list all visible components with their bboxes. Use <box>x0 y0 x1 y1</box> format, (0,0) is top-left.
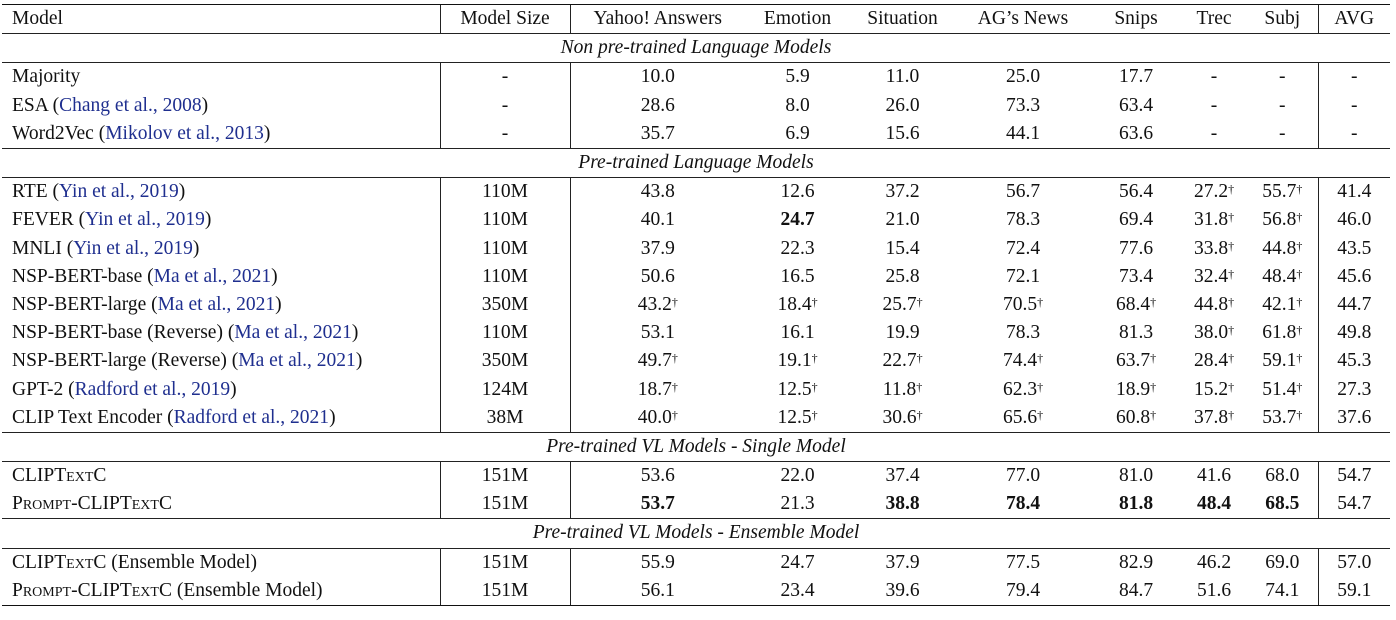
avg-score: 37.6 <box>1318 404 1390 433</box>
score-cell: 55.7† <box>1262 181 1303 203</box>
model-size: - <box>440 63 570 92</box>
section-title: Pre-trained VL Models - Single Model <box>2 432 1390 461</box>
score-cell: 11.0 <box>885 66 920 88</box>
table-row <box>2 235 1390 263</box>
score-cell: 81.0 <box>1118 465 1154 487</box>
score-cell: 73.3 <box>1005 94 1041 116</box>
section-title: Non pre-trained Language Models <box>2 34 1390 63</box>
dagger-mark: † <box>811 351 818 366</box>
score-cell: 15.6 <box>885 122 920 144</box>
dagger-mark: † <box>1296 379 1303 394</box>
score-cell: 63.7† <box>1115 350 1157 372</box>
model-name: GPT-2 (Radford et al., 2019) <box>12 378 237 400</box>
model-name: NSP-BERT-base (Ma et al., 2021) <box>12 265 278 287</box>
dagger-mark: † <box>671 379 678 394</box>
score-cell: 70.5† <box>1002 293 1044 315</box>
score-cell: 37.2 <box>885 181 920 203</box>
avg-score: - <box>1318 92 1390 120</box>
score-cell: 53.7† <box>1262 406 1303 428</box>
score-cell: 38.0† <box>1193 322 1235 344</box>
score-cell: 51.4† <box>1262 378 1303 400</box>
dagger-mark: † <box>1037 351 1044 366</box>
model-size: 110M <box>440 206 570 234</box>
score-cell: 56.4 <box>1118 181 1154 203</box>
score-cell: 15.2† <box>1193 378 1235 400</box>
score-cell: 56.8† <box>1262 209 1303 231</box>
model-size: 124M <box>440 375 570 403</box>
score-cell: 53.7 <box>570 490 745 519</box>
table-row <box>2 63 1390 92</box>
score-cell: 78.4 <box>1005 493 1041 515</box>
model-size: 110M <box>440 263 570 291</box>
table-row <box>2 404 1390 433</box>
citation-link[interactable]: Yin et al., 2019 <box>85 209 205 231</box>
score-cell: 32.4† <box>1193 265 1235 287</box>
score-cell: 63.4 <box>1118 94 1154 116</box>
table-row <box>2 263 1390 291</box>
table-row <box>2 375 1390 403</box>
dagger-mark: † <box>671 351 678 366</box>
score-cell: 12.5† <box>777 378 818 400</box>
score-cell: 77.5 <box>1005 551 1041 573</box>
score-cell: 81.8 <box>1118 493 1154 515</box>
score-cell: 17.7 <box>1118 66 1154 88</box>
model-name: RTE (Yin et al., 2019) <box>12 181 186 203</box>
dagger-mark: † <box>1228 407 1235 422</box>
avg-score: 27.3 <box>1318 375 1390 403</box>
dagger-mark: † <box>916 407 923 422</box>
score-cell: - <box>1210 94 1218 116</box>
table-row <box>2 120 1390 149</box>
dagger-mark: † <box>1296 238 1303 253</box>
dagger-mark: † <box>1296 294 1303 309</box>
col-header-snips: Snips <box>1091 5 1181 34</box>
col-header-avg: AVG <box>1318 5 1390 34</box>
dagger-mark: † <box>1296 266 1303 281</box>
col-header-situation: Situation <box>850 5 955 34</box>
dagger-mark: † <box>811 407 818 422</box>
table-row <box>2 206 1390 234</box>
score-cell: 74.4† <box>1002 350 1044 372</box>
score-cell: 77.0 <box>1005 465 1041 487</box>
score-cell: 63.6 <box>1118 122 1154 144</box>
score-cell: 19.1† <box>777 350 818 372</box>
score-cell: 43.2† <box>570 291 745 319</box>
score-cell: 33.8† <box>1193 237 1235 259</box>
model-size: 350M <box>440 291 570 319</box>
avg-score: 57.0 <box>1318 548 1390 577</box>
dagger-mark: † <box>1296 351 1303 366</box>
score-cell: 15.4 <box>885 237 920 259</box>
dagger-mark: † <box>1150 379 1157 394</box>
score-cell: 37.9 <box>570 235 745 263</box>
model-name: MNLI (Yin et al., 2019) <box>12 237 200 259</box>
dagger-mark: † <box>1037 407 1044 422</box>
score-cell: 26.0 <box>885 94 920 116</box>
score-cell: 50.6 <box>570 263 745 291</box>
model-size: 110M <box>440 235 570 263</box>
score-cell: 42.1† <box>1262 293 1303 315</box>
score-cell: 53.6 <box>570 462 745 491</box>
score-cell: 65.6† <box>1002 406 1044 428</box>
dagger-mark: † <box>1150 351 1157 366</box>
score-cell: 22.7† <box>882 350 923 372</box>
citation-link[interactable]: Radford et al., 2021 <box>173 406 330 428</box>
score-cell: 44.1 <box>1005 122 1041 144</box>
model-size: 151M <box>440 462 570 491</box>
score-cell: 69.0 <box>1265 551 1300 573</box>
score-cell: 48.4 <box>1196 493 1232 515</box>
score-cell: 44.8† <box>1193 293 1235 315</box>
citation-link[interactable]: Chang et al., 2008 <box>59 94 202 116</box>
citation-link[interactable]: Yin et al., 2019 <box>73 237 193 259</box>
avg-score: 45.6 <box>1318 263 1390 291</box>
model-name: Prompt-CLIPTextC (Ensemble Model) <box>2 577 440 606</box>
score-cell: 12.6 <box>780 181 815 203</box>
avg-score: 54.7 <box>1318 490 1390 519</box>
score-cell: 72.4 <box>1005 237 1041 259</box>
score-cell: 22.3 <box>780 237 815 259</box>
score-cell: 10.0 <box>570 63 745 92</box>
score-cell: 78.3 <box>1005 322 1041 344</box>
score-cell: 68.4† <box>1115 293 1157 315</box>
dagger-mark: † <box>1228 266 1235 281</box>
score-cell: 22.0 <box>780 465 815 487</box>
score-cell: 61.8† <box>1262 322 1303 344</box>
dagger-mark: † <box>1150 407 1157 422</box>
table-row <box>2 319 1390 347</box>
dagger-mark: † <box>1228 379 1235 394</box>
score-cell: 62.3† <box>1002 378 1044 400</box>
dagger-mark: † <box>1228 351 1235 366</box>
score-cell: 30.6† <box>882 406 923 428</box>
score-cell: 72.1 <box>1005 265 1041 287</box>
citation-link[interactable]: Ma et al., 2021 <box>153 265 272 287</box>
score-cell: 21.3 <box>780 493 815 515</box>
model-name: ESA (Chang et al., 2008) <box>12 94 209 116</box>
score-cell: 40.1 <box>570 206 745 234</box>
score-cell: 46.2 <box>1196 551 1232 573</box>
table-row <box>2 291 1390 319</box>
score-cell: 51.6 <box>1181 577 1247 606</box>
avg-score: 44.7 <box>1318 291 1390 319</box>
score-cell: 16.1 <box>780 322 815 344</box>
table-row <box>2 92 1390 120</box>
score-cell: 78.3 <box>1005 209 1041 231</box>
score-cell: 37.8† <box>1193 406 1235 428</box>
model-size: - <box>440 92 570 120</box>
table-row <box>2 347 1390 375</box>
score-cell: 60.8† <box>1115 406 1157 428</box>
score-cell: 23.4 <box>745 577 850 606</box>
score-cell: 68.0 <box>1265 465 1300 487</box>
citation-link[interactable]: Ma et al., 2021 <box>157 293 276 315</box>
score-cell: 53.1 <box>570 319 745 347</box>
table-body <box>2 34 1390 606</box>
avg-score: - <box>1318 63 1390 92</box>
score-cell: 18.7† <box>570 375 745 403</box>
avg-score: 54.7 <box>1318 462 1390 491</box>
score-cell: 37.9 <box>885 551 920 573</box>
dagger-mark: † <box>1228 323 1235 338</box>
score-cell: - <box>1279 122 1286 144</box>
dagger-mark: † <box>1296 323 1303 338</box>
score-cell: 28.4† <box>1193 350 1235 372</box>
section-header-row <box>2 34 1390 63</box>
dagger-mark: † <box>671 294 678 309</box>
model-size: 110M <box>440 319 570 347</box>
table-row <box>2 178 1390 207</box>
header-row <box>2 5 1390 34</box>
score-cell: 18.9† <box>1115 378 1157 400</box>
citation-link[interactable]: Yin et al., 2019 <box>59 181 179 203</box>
avg-score: 43.5 <box>1318 235 1390 263</box>
model-size: 38M <box>440 404 570 433</box>
col-header-trec: Trec <box>1181 5 1247 34</box>
score-cell: 18.4† <box>777 293 818 315</box>
score-cell: 43.8 <box>570 178 745 207</box>
section-title: Pre-trained Language Models <box>2 148 1390 177</box>
model-size: 151M <box>440 577 570 606</box>
score-cell: 21.0 <box>885 209 920 231</box>
col-header-yahoo: Yahoo! Answers <box>570 5 745 34</box>
col-header-emotion: Emotion <box>745 5 850 34</box>
dagger-mark: † <box>811 379 818 394</box>
score-cell: 56.1 <box>570 577 745 606</box>
score-cell: 82.9 <box>1118 551 1154 573</box>
score-cell: - <box>1210 66 1218 88</box>
dagger-mark: † <box>1228 294 1235 309</box>
section-header-row <box>2 148 1390 177</box>
score-cell: 40.0† <box>570 404 745 433</box>
avg-score: 46.0 <box>1318 206 1390 234</box>
model-size: 350M <box>440 347 570 375</box>
score-cell: 59.1† <box>1262 350 1303 372</box>
score-cell: 55.9 <box>570 548 745 577</box>
model-size: 151M <box>440 490 570 519</box>
results-table <box>2 4 1390 606</box>
avg-score: - <box>1318 120 1390 149</box>
citation-link[interactable]: Ma et al., 2021 <box>238 350 356 372</box>
model-size: - <box>440 120 570 149</box>
score-cell: 79.4 <box>955 577 1091 606</box>
table-row <box>2 548 1390 577</box>
score-cell: - <box>1279 66 1286 88</box>
col-header-subj: Subj <box>1247 5 1318 34</box>
dagger-mark: † <box>1228 182 1235 197</box>
dagger-mark: † <box>1150 294 1157 309</box>
score-cell: 74.1 <box>1247 577 1318 606</box>
score-cell: 68.5 <box>1265 493 1300 515</box>
score-cell: 69.4 <box>1118 209 1154 231</box>
score-cell: 27.2† <box>1193 181 1235 203</box>
score-cell: 12.5† <box>777 406 818 428</box>
col-header-agnews: AG’s News <box>955 5 1091 34</box>
dagger-mark: † <box>1037 379 1044 394</box>
score-cell: 19.9 <box>885 322 920 344</box>
score-cell: - <box>1279 94 1286 116</box>
model-name: CLIP Text Encoder (Radford et al., 2021) <box>12 406 336 428</box>
section-header-row <box>2 432 1390 461</box>
citation-link[interactable]: Radford et al., 2019 <box>74 378 231 400</box>
score-cell: 25.8 <box>885 265 920 287</box>
dagger-mark: † <box>916 351 923 366</box>
dagger-mark: † <box>1228 238 1235 253</box>
dagger-mark: † <box>1037 294 1044 309</box>
score-cell: 77.6 <box>1118 237 1154 259</box>
score-cell: 48.4† <box>1262 265 1303 287</box>
score-cell: 16.5 <box>780 265 815 287</box>
dagger-mark: † <box>1296 210 1303 225</box>
model-name: CLIPTextC <box>12 465 107 487</box>
score-cell: 49.7† <box>570 347 745 375</box>
model-size: 110M <box>440 178 570 207</box>
score-cell: 44.8† <box>1262 237 1303 259</box>
table-row <box>2 462 1390 491</box>
avg-score: 59.1 <box>1318 577 1390 606</box>
score-cell: - <box>1210 122 1218 144</box>
score-cell: 25.7† <box>882 293 923 315</box>
score-cell: 35.7 <box>570 120 745 149</box>
dagger-mark: † <box>671 407 678 422</box>
model-name: NSP-BERT-base (Reverse) (Ma et al., 2021) <box>12 322 359 344</box>
score-cell: 24.7 <box>780 209 815 231</box>
dagger-mark: † <box>916 379 923 394</box>
dagger-mark: † <box>811 294 818 309</box>
score-cell: 84.7 <box>1091 577 1181 606</box>
score-cell: 6.9 <box>785 122 810 144</box>
score-cell: 24.7 <box>780 551 815 573</box>
score-cell: 41.6 <box>1196 465 1232 487</box>
avg-score: 49.8 <box>1318 319 1390 347</box>
dagger-mark: † <box>916 294 923 309</box>
model-name: NSP-BERT-large (Ma et al., 2021) <box>12 293 282 315</box>
model-name: NSP-BERT-large (Reverse) (Ma et al., 2021) <box>12 350 363 372</box>
section-header-row <box>2 519 1390 548</box>
score-cell: 25.0 <box>1005 66 1041 88</box>
model-name: CLIPTextC (Ensemble Model) <box>12 551 257 573</box>
dagger-mark: † <box>1228 210 1235 225</box>
model-name: Prompt-CLIPTextC <box>12 493 172 515</box>
model-name: FEVER (Yin et al., 2019) <box>12 209 212 231</box>
score-cell: 37.4 <box>885 465 920 487</box>
model-name: Majority <box>12 66 81 88</box>
score-cell: 31.8† <box>1193 209 1235 231</box>
score-cell: 28.6 <box>570 92 745 120</box>
col-header-size: Model Size <box>440 5 570 34</box>
score-cell: 11.8† <box>882 378 923 400</box>
score-cell: 38.8 <box>885 493 920 515</box>
citation-link[interactable]: Ma et al., 2021 <box>234 322 352 344</box>
score-cell: 56.7 <box>1005 181 1041 203</box>
citation-link[interactable]: Mikolov et al., 2013 <box>105 122 264 144</box>
score-cell: 81.3 <box>1118 322 1154 344</box>
dagger-mark: † <box>1296 407 1303 422</box>
avg-score: 45.3 <box>1318 347 1390 375</box>
model-name: Word2Vec (Mikolov et al., 2013) <box>12 122 271 144</box>
dagger-mark: † <box>1296 182 1303 197</box>
model-size: 151M <box>440 548 570 577</box>
section-title: Pre-trained VL Models - Ensemble Model <box>2 519 1390 548</box>
score-cell: 39.6 <box>850 577 955 606</box>
table-row <box>2 577 1390 606</box>
score-cell: 8.0 <box>785 94 810 116</box>
col-header-model: Model <box>2 5 440 34</box>
score-cell: 5.9 <box>785 66 810 88</box>
score-cell: 73.4 <box>1118 265 1154 287</box>
avg-score: 41.4 <box>1318 178 1390 207</box>
table-row <box>2 490 1390 519</box>
